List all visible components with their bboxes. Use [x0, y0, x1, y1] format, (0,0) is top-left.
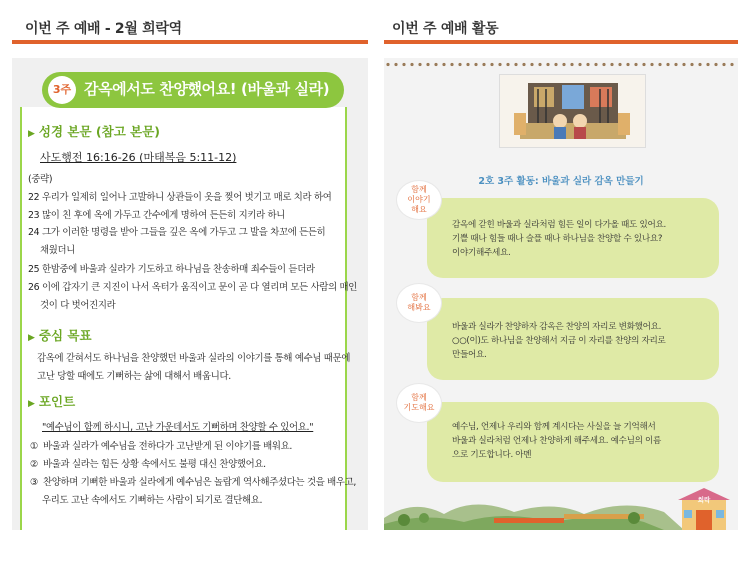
right-page-header: 이번 주 예배 활동 [392, 21, 499, 37]
week-badge: 3주 [48, 76, 76, 104]
verse-line: 23 많이 친 후에 옥에 가두고 간수에게 명하여 든든히 지키라 하니 [28, 210, 286, 221]
point-item: ③ 찬양하며 기뻐한 바울과 실라에게 예수님은 놀랍게 역사해주셨다는 것을 배우고, [30, 477, 357, 488]
talk-badge: 함께 이야기 해요 [396, 180, 442, 220]
hilak-sign: 희락 [697, 496, 711, 504]
activity-badge: 함께 해봐요 [396, 283, 442, 323]
verse-line: 26 이에 갑자기 큰 지진이 나서 옥터가 움직이고 문이 곧 다 열리며 모든 사람의 매인 [28, 282, 358, 293]
verse-line: (중략) [28, 174, 53, 185]
scripture-heading: ▶ 성경 본문 (참고 본문) [28, 124, 161, 139]
verse-line: 채웠더니 [40, 245, 76, 256]
verse-line: 것이 다 벗어진지라 [40, 300, 116, 311]
point-item: ① 바울과 실라가 예수님을 전하다가 고난받게 된 이야기를 배워요. [30, 441, 293, 452]
prayer-text: 예수님, 언제나 우리와 함께 계시다는 사실을 늘 기억해서 바울과 실라처럼 언제나 찬양하게 해주세요. 예수님의 이름 으로 기도합니다. 아멘 [452, 422, 662, 460]
activity-panel [384, 58, 738, 530]
verse-line: 25 한밤중에 바울과 실라가 기도하고 하나님을 찬송하매 죄수들이 듣더라 [28, 264, 315, 275]
prison-craft-photo [499, 74, 646, 148]
point-quote: "예수님이 함께 하시니, 고난 가운데서도 기뻐하며 찬양할 수 있어요." [42, 422, 314, 433]
triangle-icon: ▶ [28, 129, 35, 139]
activity-text: 바울과 실라가 찬양하자 감옥은 찬양의 자리로 변화했어요. ○○(이)도 하나님을 찬양해서 지금 이 자리를 찬양의 자리로 만들어요. [452, 322, 666, 360]
lesson-title: 감옥에서도 찬양했어요! (바울과 실라) [84, 80, 330, 98]
goal-heading: ▶ 중심 목표 [28, 328, 92, 343]
prayer-badge: 함께 기도해요 [396, 383, 442, 423]
point-heading: ▶ 포인트 [28, 394, 76, 409]
scripture-reference: 사도행전 16:16-26 (마태복음 5:11-12) [40, 151, 237, 164]
verse-line: 22 우리가 일제히 일어나 고발하니 상관들이 옷을 찢어 벗기고 매로 치라 하여 [28, 192, 332, 203]
triangle-icon: ▶ [28, 399, 35, 409]
landscape-decoration [384, 488, 738, 530]
point-item: 우리도 고난 속에서도 기뻐하는 사람이 되기로 결단해요. [42, 495, 263, 506]
point-item: ② 바울과 실라는 힘든 상황 속에서도 불평 대신 찬양했어요. [30, 459, 266, 470]
craft-illustration [500, 75, 645, 147]
triangle-icon: ▶ [28, 333, 35, 343]
right-header-rule [384, 40, 738, 44]
left-header-rule [12, 40, 368, 44]
goal-line: 고난 당할 때에도 기뻐하는 삶에 대해서 배웁니다. [37, 371, 231, 382]
talk-text: 감옥에 갇힌 바울과 실라처럼 힘든 일이 다가올 때도 있어요. 기쁠 때나 힘들 때나 슬플 때나 하나님을 찬양할 수 있나요? 이야기해주세요. [452, 220, 666, 258]
left-page-header: 이번 주 예배 - 2월 희락역 [25, 21, 182, 37]
lesson-panel [12, 58, 368, 530]
goal-line: 감옥에 갇혀서도 하나님을 찬양했던 바울과 실라의 이야기를 통해 예수님 때문에 [37, 353, 351, 364]
dotted-border [384, 62, 738, 67]
verse-line: 24 그가 이러한 명령을 받아 그들을 깊은 옥에 가두고 그 발을 차꼬에 든든히 [28, 227, 326, 238]
activity-caption: 2호 3주 활동: 바울과 실라 감옥 만들기 [478, 176, 644, 187]
